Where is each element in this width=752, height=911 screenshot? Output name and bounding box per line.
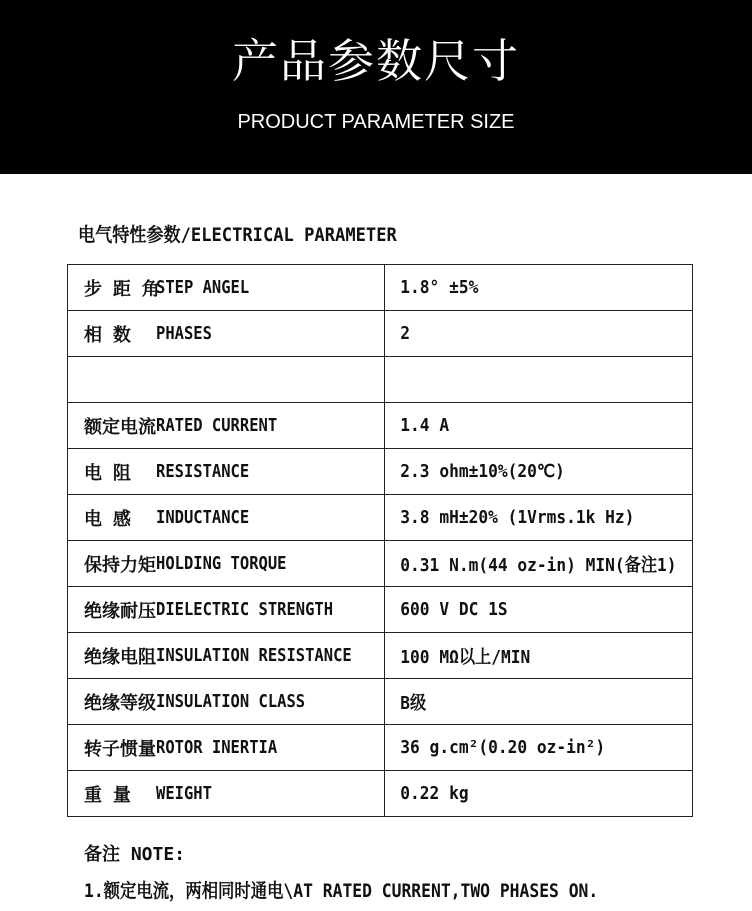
parameter-value-cell: [385, 311, 693, 357]
note-line: 1.额定电流，两相同时通电\AT RATED CURRENT,TWO PHASES ON.: [84, 880, 599, 902]
parameter-value-cell: [385, 357, 693, 403]
parameter-label-cn: 相 数: [84, 324, 131, 346]
parameter-value-cell: [385, 265, 693, 311]
parameter-label-cell: [68, 265, 385, 311]
parameter-label-cn: 电 阻: [84, 462, 131, 484]
parameter-label-en: INSULATION RESISTANCE: [156, 645, 352, 666]
parameter-value: 0.31 N.m(44 oz-in) MIN(备注1): [400, 554, 677, 576]
parameter-label-cell: [68, 679, 385, 725]
parameter-label-en: WEIGHT: [156, 783, 212, 804]
parameter-label-en: RESISTANCE: [156, 461, 250, 482]
parameter-value: B级: [400, 692, 427, 714]
parameter-label-cn: 绝缘等级: [84, 692, 156, 714]
parameter-label-en: STEP ANGEL: [156, 277, 250, 298]
table-row: [68, 265, 693, 311]
table-row: [68, 633, 693, 679]
parameter-value-cell: [385, 541, 693, 587]
parameter-value-cell: [385, 633, 693, 679]
parameter-label-cell: [68, 541, 385, 587]
parameter-value-cell: [385, 449, 693, 495]
parameter-value: 36 g.cm²(0.20 oz-in²): [400, 737, 606, 758]
parameter-label-en: DIELECTRIC STRENGTH: [156, 599, 334, 620]
parameter-label-cell: [68, 403, 385, 449]
parameter-value: 0.22 kg: [400, 783, 469, 804]
parameter-value: 1.4 A: [400, 415, 450, 436]
table-row: [68, 495, 693, 541]
table-row: [68, 679, 693, 725]
parameter-value: 3.8 mH±20% (1Vrms.1k Hz): [400, 507, 635, 528]
parameter-value-cell: [385, 679, 693, 725]
table-row: [68, 357, 693, 403]
table-row: [68, 587, 693, 633]
parameter-value-cell: [385, 725, 693, 771]
table-row: [68, 449, 693, 495]
parameter-value: 2: [400, 323, 411, 344]
parameter-label-cn: 绝缘耐压: [84, 600, 156, 622]
parameter-label-cn: 电 感: [84, 508, 131, 530]
parameter-label-cell: [68, 311, 385, 357]
parameter-value: 2.3 ohm±10%(20℃): [400, 461, 565, 482]
parameter-label-cell: [68, 725, 385, 771]
parameter-label-cell: [68, 495, 385, 541]
parameter-value-cell: [385, 587, 693, 633]
table-row: [68, 771, 693, 817]
parameter-label-cell: [68, 449, 385, 495]
parameter-label-cell: [68, 633, 385, 679]
parameter-label-en: RATED CURRENT: [156, 415, 278, 436]
page-subtitle: PRODUCT PARAMETER SIZE: [237, 111, 515, 133]
note-heading: 备注 NOTE:: [84, 844, 186, 865]
header-banner: [0, 0, 752, 174]
parameter-value: 1.8° ±5%: [400, 277, 479, 298]
parameter-label-cn: 额定电流: [84, 416, 156, 438]
parameter-table: [67, 264, 693, 817]
parameter-value-cell: [385, 771, 693, 817]
parameter-label-cell: [68, 357, 385, 403]
parameter-label-en: HOLDING TORQUE: [156, 553, 287, 574]
parameter-label-en: INSULATION CLASS: [156, 691, 306, 712]
parameter-label-en: ROTOR INERTIA: [156, 737, 278, 758]
table-row: [68, 541, 693, 587]
page-title: 产品参数尺寸: [232, 34, 520, 88]
parameter-value-cell: [385, 403, 693, 449]
table-row: [68, 725, 693, 771]
parameter-label-cn: 绝缘电阻: [84, 646, 156, 668]
parameter-label-en: PHASES: [156, 323, 212, 344]
parameter-label-cn: 转子惯量: [84, 738, 156, 760]
parameter-label-cell: [68, 587, 385, 633]
parameter-label-cn: 步 距 角: [84, 278, 160, 300]
parameter-label-cn: 保持力矩: [84, 554, 156, 576]
table-row: [68, 403, 693, 449]
parameter-value-cell: [385, 495, 693, 541]
section-title: 电气特性参数/ELECTRICAL PARAMETER: [78, 224, 397, 246]
parameter-value: 100 MΩ以上/MIN: [400, 646, 531, 668]
parameter-label-cell: [68, 771, 385, 817]
table-row: [68, 311, 693, 357]
parameter-label-en: INDUCTANCE: [156, 507, 250, 528]
parameter-value: 600 V DC 1S: [400, 599, 508, 620]
parameter-label-cn: 重 量: [84, 784, 131, 806]
